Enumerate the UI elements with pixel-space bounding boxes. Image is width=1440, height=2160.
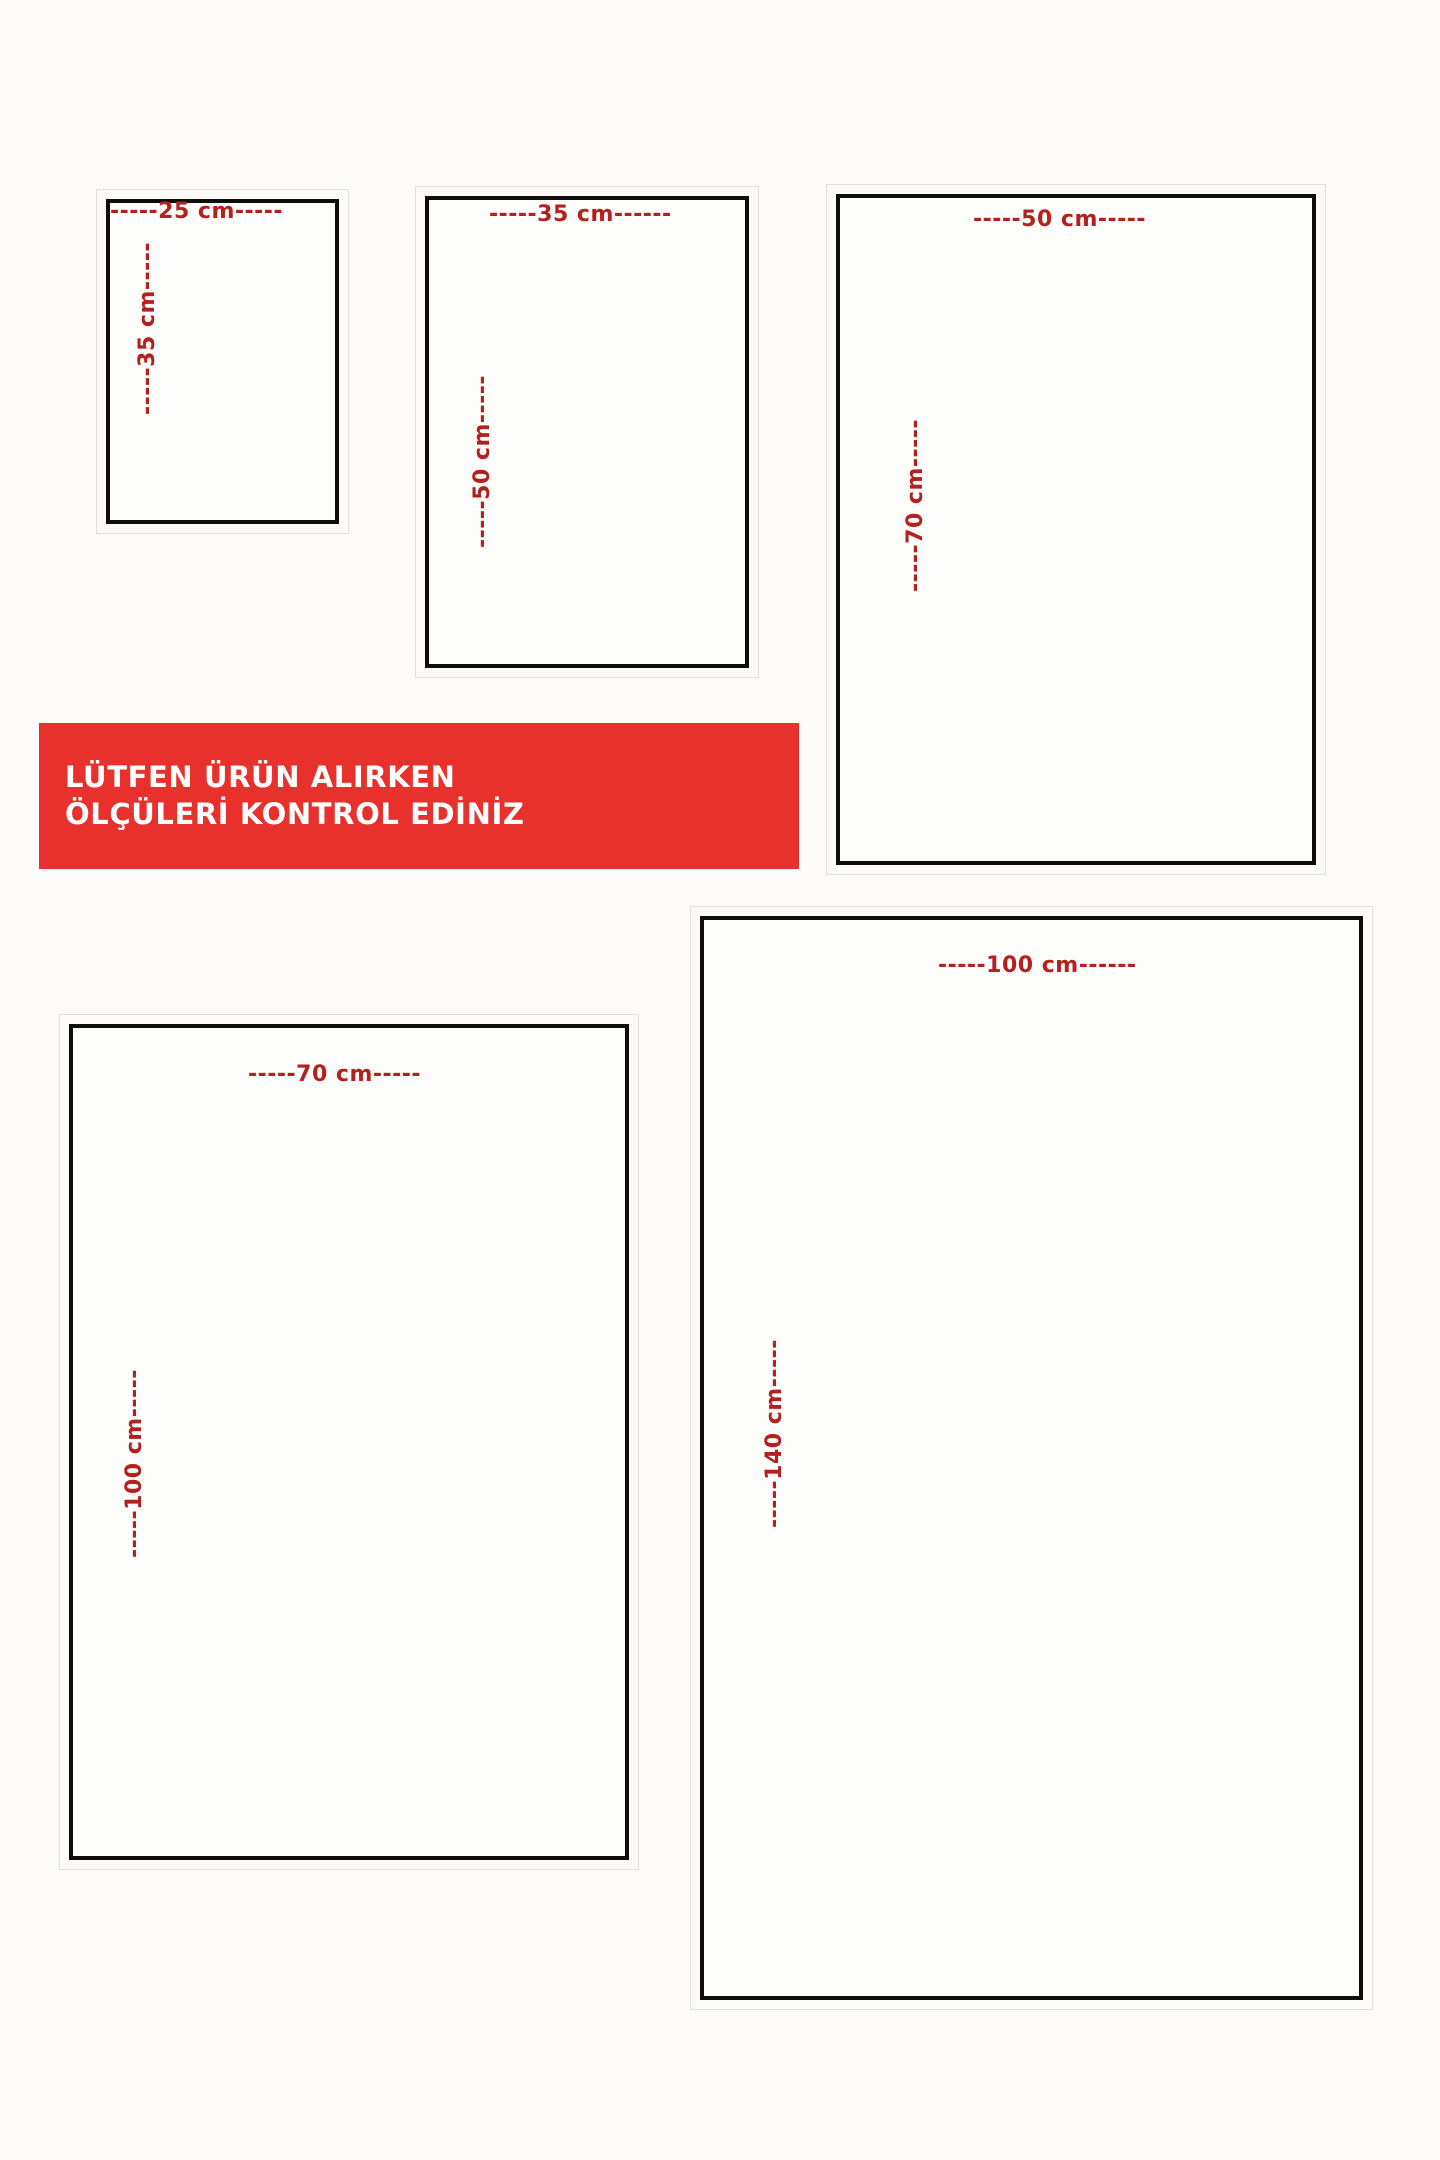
width-label-25x35: -----25 cm----- [110, 199, 284, 224]
height-label-50x70: -----70 cm----- [903, 418, 928, 592]
frame-inner-100x140 [700, 916, 1363, 2000]
warning-banner-line-2: ÖLÇÜLERİ KONTROL EDİNİZ [65, 797, 525, 831]
frame-50x70 [826, 184, 1326, 875]
width-label-35x50: -----35 cm------ [489, 202, 672, 227]
width-label-70x100: -----70 cm----- [248, 1062, 422, 1087]
warning-banner [39, 723, 799, 869]
frame-inner-70x100 [69, 1024, 629, 1860]
height-label-25x35: -----35 cm----- [135, 241, 160, 415]
height-label-35x50: -----50 cm----- [470, 374, 495, 548]
height-label-100x140: -----140 cm----- [762, 1339, 787, 1528]
width-label-50x70: -----50 cm----- [973, 207, 1147, 232]
frame-25x35 [96, 189, 349, 534]
width-label-100x140: -----100 cm------ [938, 953, 1137, 978]
warning-banner-line-1: LÜTFEN ÜRÜN ALIRKEN [65, 759, 456, 794]
frame-35x50 [415, 186, 759, 678]
frame-100x140 [690, 906, 1373, 2010]
height-label-70x100: -----100 cm----- [122, 1369, 147, 1558]
